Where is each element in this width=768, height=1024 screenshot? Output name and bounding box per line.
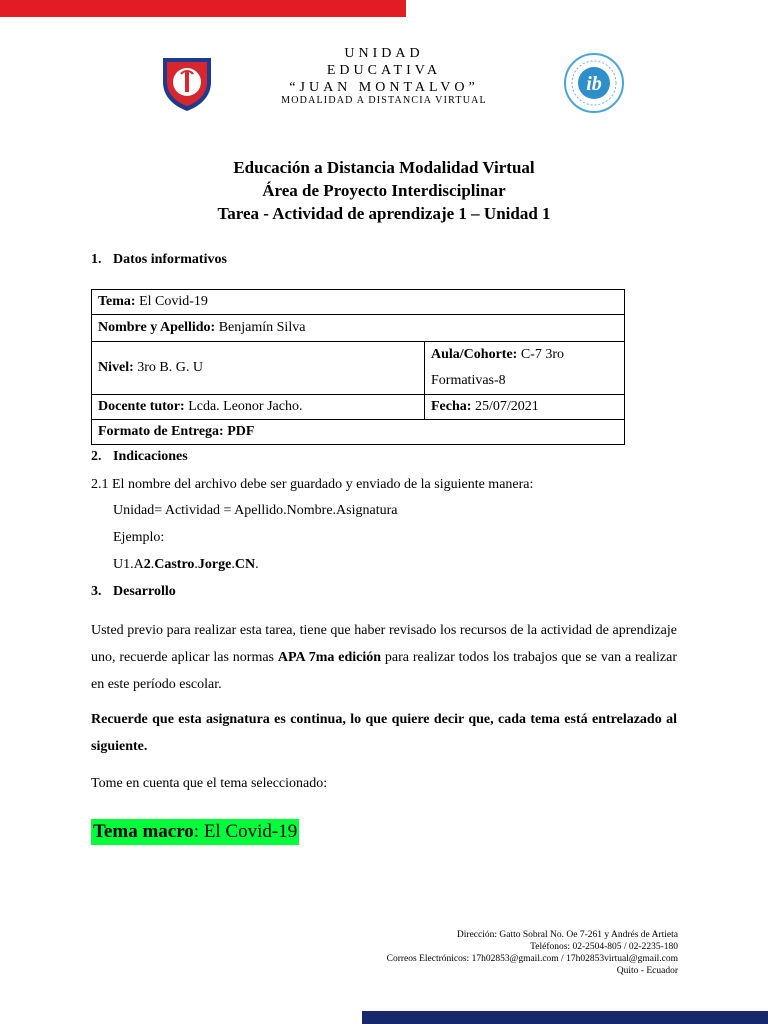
footer-city-line: Quito - Ecuador [616, 966, 678, 976]
field-label: Docente tutor: [98, 399, 185, 414]
section-label: Desarrollo [113, 584, 176, 599]
doc-title-line2: Área de Proyecto Interdisciplinar [262, 181, 506, 200]
footer-email-line: Correos Electrónicos: 17h02853@gmail.com / 17h02853virtual@gmail.com [386, 954, 678, 964]
section-heading-datos [91, 252, 227, 268]
indicaciones-example [113, 557, 259, 573]
table-cell [92, 395, 425, 420]
section-label: Datos informativos [113, 252, 227, 267]
school-crest-logo [157, 52, 217, 112]
table-cell [92, 420, 625, 445]
field-label: Aula/Cohorte: [431, 347, 518, 362]
table-row [92, 395, 625, 420]
example-part: 2 [143, 557, 151, 572]
footer-address [387, 929, 678, 977]
section-label: Indicaciones [113, 449, 188, 464]
ib-logo [563, 52, 625, 114]
field-value: Benjamín Silva [215, 320, 306, 335]
field-value: C-7 3ro [517, 347, 564, 362]
section-number: 3. [91, 584, 102, 599]
field-value: El Covid-19 [135, 294, 208, 309]
indicaciones-paragraph-1: 2.1 El nombre del archivo debe ser guardado y enviado de la siguiente manera: [91, 477, 534, 492]
doc-title-line1: Educación a Distancia Modalidad Virtual [233, 158, 535, 177]
table-row [92, 420, 625, 445]
tema-macro-highlight [91, 819, 299, 845]
info-table [91, 289, 625, 445]
desarrollo-paragraph-3: Tome en cuenta que el tema seleccionado: [91, 776, 328, 791]
indicaciones-format: Unidad= Actividad = Apellido.Nombre.Asignatura [113, 503, 398, 518]
table-row [92, 342, 625, 395]
field-value: Lcda. Leonor Jacho. [184, 399, 303, 414]
section-heading-indicaciones [91, 449, 188, 465]
table-cell [92, 315, 625, 342]
table-row [92, 290, 625, 315]
section-number: 1. [91, 252, 102, 267]
school-header-line3: “JUAN MONTALVO” [289, 80, 479, 95]
field-label: Fecha: [431, 399, 472, 414]
table-cell [425, 342, 625, 395]
table-cell [92, 342, 425, 395]
tema-macro-label: Tema macro [93, 821, 194, 842]
paragraph-text: para realizar todos los trabajos que se van a realizar en este período escolar. [91, 650, 677, 692]
desarrollo-paragraph-1 [91, 617, 677, 698]
school-header-line4: MODALIDAD A DISTANCIA VIRTUAL [281, 95, 487, 106]
section-heading-desarrollo [91, 584, 176, 600]
top-red-bar [0, 0, 406, 17]
tema-macro-value: : El Covid-19 [193, 821, 298, 842]
field-label: Nombre y Apellido: [98, 320, 216, 335]
ib-logo-text: ib [586, 73, 602, 95]
table-cell [92, 290, 625, 315]
section-number: 2. [91, 449, 102, 464]
example-part: . [255, 557, 259, 572]
example-part: . [231, 557, 235, 572]
field-label: Nivel: [98, 360, 134, 375]
school-header [250, 47, 518, 106]
doc-title-line3: Tarea - Actividad de aprendizaje 1 – Unidad 1 [217, 204, 551, 223]
footer-address-line: Dirección: Gatto Sobral No. Oe 7-261 y Andrés de Artieta [456, 930, 678, 940]
school-header-line2: EDUCATIVA [326, 63, 442, 78]
paragraph-text: Usted previo para realizar esta tarea, tiene que haber revisado los recursos de la actividad de aprendizaje uno, recuerde aplicar las normas [91, 623, 677, 665]
indicaciones-example-label: Ejemplo: [113, 530, 165, 545]
school-header-line1: UNIDAD [344, 46, 424, 61]
bottom-navy-bar [362, 1011, 768, 1024]
table-cell [425, 395, 625, 420]
field-label: Formato de Entrega: PDF [98, 424, 255, 439]
example-part: . [150, 557, 155, 572]
desarrollo-paragraph-2: Recuerde que esta asignatura es continua, lo que quiere decir que, cada tema está entrelazado al siguiente. [91, 712, 677, 754]
field-value: Formativas-8 [431, 373, 506, 388]
field-value: 25/07/2021 [471, 399, 539, 414]
example-part: U1.A [113, 557, 144, 572]
footer-phone-line: Teléfonos: 02-2504-805 / 02-2235-180 [530, 942, 678, 952]
example-part: . [194, 557, 198, 572]
table-row [92, 315, 625, 342]
example-part: Castro [154, 557, 195, 572]
field-value: 3ro B. G. U [133, 360, 203, 375]
paragraph-emphasis: APA 7ma edición [277, 650, 382, 665]
example-part: Jorge [197, 557, 232, 572]
field-label: Tema: [98, 294, 136, 309]
example-part: CN [234, 557, 256, 572]
